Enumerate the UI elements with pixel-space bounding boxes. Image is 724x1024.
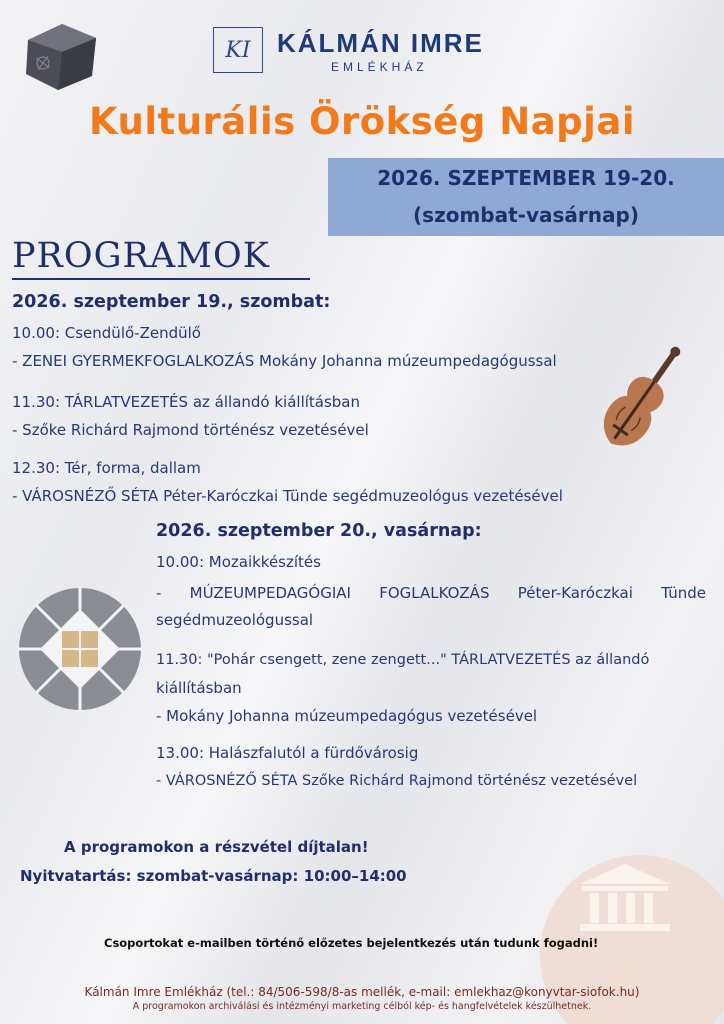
day2-item2-title-cont: kiállításban xyxy=(156,679,242,697)
free-entry-note: A programokon a részvétel díjtalan! xyxy=(64,838,369,856)
day2-item3-desc: - VÁROSNÉZŐ SÉTA Szőke Richárd Rajmond történész vezetésével xyxy=(156,773,638,789)
museum-building-icon xyxy=(576,860,674,934)
day1-item1-desc: - ZENEI GYERMEKFOGLALKOZÁS Mokány Johanna múzeumpedagógussal xyxy=(12,352,557,370)
footer-contact: Kálmán Imre Emlékház (tel.: 84/506-598/8-as mellék, e-mail: emlekhaz@konyvtar-siofok.hu) xyxy=(84,985,640,999)
day1-heading: 2026. szeptember 19., szombat: xyxy=(12,292,331,312)
mosaic-tile-icon xyxy=(18,587,142,711)
day1-item3-desc: - VÁROSNÉZŐ SÉTA Péter-Karóczkai Tünde segédmuzeológus vezetésével xyxy=(12,487,563,505)
day2-heading: 2026. szeptember 20., vasárnap: xyxy=(156,521,482,541)
heading-underline xyxy=(12,278,310,280)
brand-logo-mark: KI xyxy=(225,37,251,63)
day2-item1-desc-cont: segédmuzeológussal xyxy=(156,611,314,629)
opening-hours: Nyitvatartás: szombat-vasárnap: 10:00–14:00 xyxy=(20,867,407,885)
stone-cube-icon xyxy=(18,18,102,92)
footer-disclaimer: A programokon archiválási és intézményi marketing célból kép- és hangfelvételek készülhetnek. xyxy=(132,1001,592,1012)
day2-item2-desc: - Mokány Johanna múzeumpedagógus vezetésével xyxy=(156,707,538,725)
event-days: (szombat-vasárnap) xyxy=(413,203,639,227)
violin-icon xyxy=(582,334,694,476)
brand-name: KÁLMÁN IMRE xyxy=(277,28,484,58)
day2-item2-title: 11.30: "Pohár csengett, zene zengett..." TÁRLATVEZETÉS az állandó xyxy=(156,652,650,668)
section-heading: PROGRAMOK xyxy=(12,236,270,276)
day1-item3-title: 12.30: Tér, forma, dallam xyxy=(12,459,201,477)
day1-item2-title: 11.30: TÁRLATVEZETÉS az állandó kiállításban xyxy=(12,393,361,411)
day1-item2-desc: - Szőke Richárd Rajmond történész vezetésével xyxy=(12,421,369,439)
day2-item3-title: 13.00: Halászfalutól a fürdővárosig xyxy=(156,744,419,762)
group-booking-note: Csoportokat e-mailben történő előzetes bejelentkezés után tudunk fogadni! xyxy=(104,936,599,950)
day1-item1-title: 10.00: Csendülő-Zendülő xyxy=(12,324,201,342)
brand-logo xyxy=(213,27,263,73)
page-title: Kulturális Örökség Napjai xyxy=(88,100,636,143)
day2-item1-title: 10.00: Mozaikkészítés xyxy=(156,553,321,571)
event-dates: 2026. SZEPTEMBER 19-20. xyxy=(377,166,675,190)
brand-subtitle: EMLÉKHÁZ xyxy=(331,60,428,74)
day2-item1-desc: - MÚZEUMPEDAGÓGIAI FOGLALKOZÁS Péter-Karóczkai Tünde xyxy=(156,584,706,602)
